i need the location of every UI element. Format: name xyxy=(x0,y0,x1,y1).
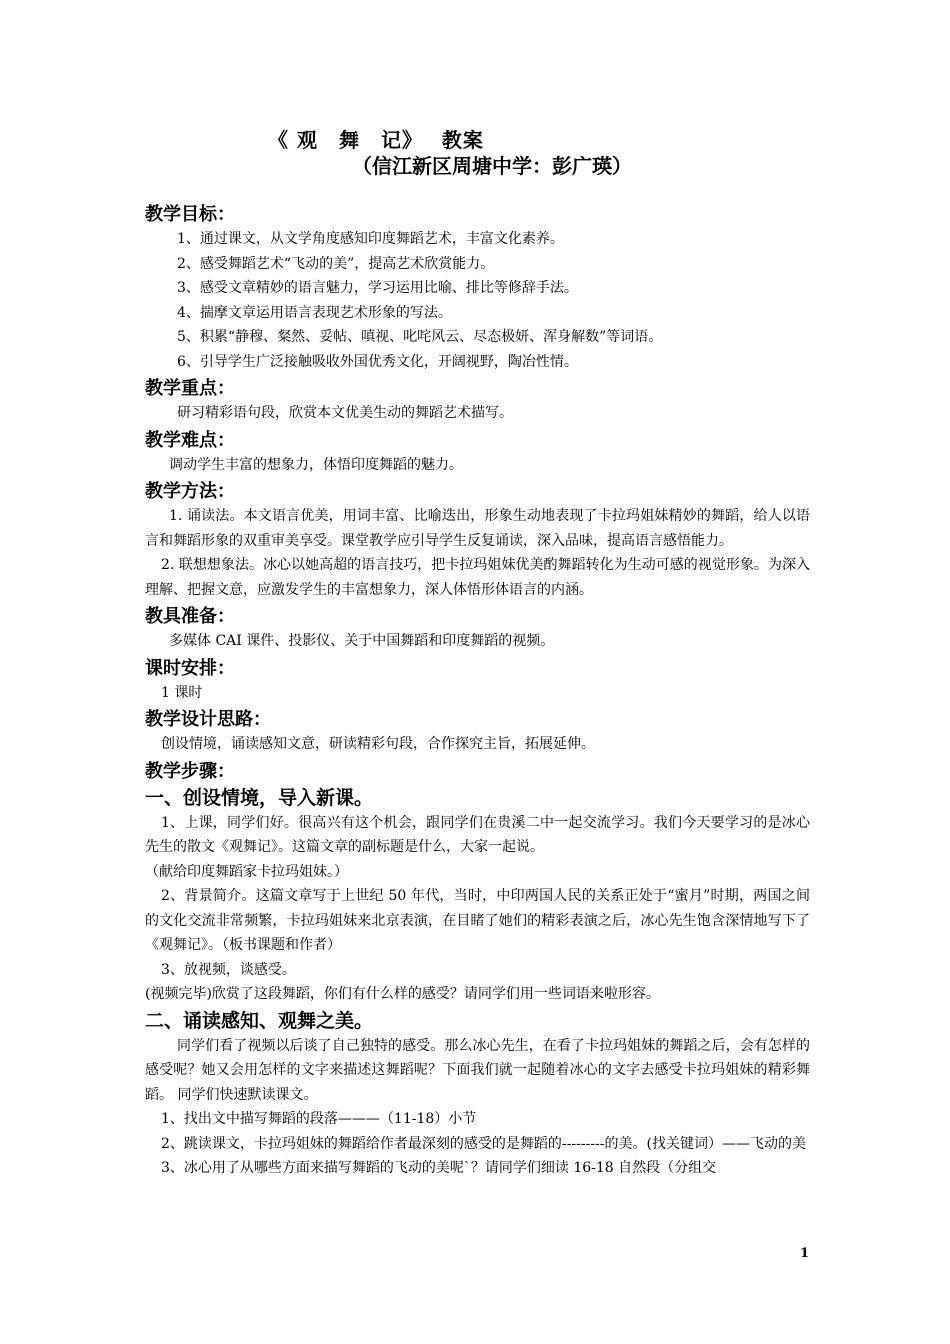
paragraph: 2、背景简介。这篇文章写于上世纪 50 年代，当时，中印两国人民的关系正处于“蜜月”时期，两国之间的文化交流非常频繁，卡拉玛姐妹来北京表演，在目睹了她们的精彩表演之后，冰心先生饱含深情地写下了《观舞记》。（板书课题和作者） xyxy=(145,888,810,953)
design-text: 创设情境，诵读感知文意，研读精彩句段，合作探究主旨，拓展延伸。 xyxy=(161,736,595,752)
paragraph: 1、找出文中描写舞蹈的段落———（11-18）小节 xyxy=(161,1111,477,1127)
schedule-text: 1 课时 xyxy=(161,684,203,701)
heading-goals: 教学目标： xyxy=(145,204,235,225)
method-item: 2. 联想想象法。冰心以她高超的语言技巧，把卡拉玛姐妹优美酌舞蹈转化为生动可感的视觉形象。为深入理解、把握文意，应激发学生的丰富想象力，深人体悟形体语言的内涵。 xyxy=(145,557,810,598)
heading-difficulty: 教学难点： xyxy=(145,429,235,451)
paragraph: 同学们看了视频以后谈了自己独特的感受。那么冰心先生，在看了卡拉玛姐妹的舞蹈之后，会有怎样的感受呢？她又会用怎样的文字来描述这舞蹈呢？下面我们就一起随着冰心的文字去感受卡拉玛姐妹的精彩舞蹈。 同学们快速默读课文。 xyxy=(145,1037,810,1103)
heading-key-points: 教学重点： xyxy=(145,378,235,399)
document-title: 《 观 舞 记》 教案 xyxy=(268,128,484,152)
document-body xyxy=(145,200,810,1181)
method-item: 1. 诵读法。本文语言优美，用词丰富、比喻迭出，形象生动地表现了卡拉玛姐妹精妙的舞蹈，给人以语言和舞蹈形象的双重审美享受。课堂教学应引导学生反复诵读，深入品味，提高语言感悟能力。 xyxy=(145,508,810,549)
goal-item: 6、引导学生广泛接触吸收外国优秀文化，开阔视野，陶冶性情。 xyxy=(177,353,578,370)
paragraph: 3、冰心用了从哪些方面来描写舞蹈的飞动的美呢`？请同学们细读 16-18 自然段（分组交 xyxy=(161,1160,717,1176)
goal-item: 2、感受舞蹈艺术“飞动的美”，提高艺术欣赏能力。 xyxy=(177,255,495,272)
goal-item: 3、感受文章精妙的语言魅力，学习运用比喻、排比等修辞手法。 xyxy=(177,280,578,296)
paragraph: (视频完毕)欣赏了这段舞蹈，你们有什么样的感受？请同学们用一些词语来啦形容。 xyxy=(145,986,660,1002)
heading-methods: 教学方法： xyxy=(145,481,235,502)
paragraph: 3、放视频，谈感受。 xyxy=(161,961,296,978)
paragraph: 1、上课，同学们好。很高兴有这个机会，跟同学们在贵溪二中一起交流学习。我们今天要学习的是冰心先生的散文《观舞记》。这篇文章的副标题是什么，大家一起说。 xyxy=(145,814,810,855)
page-number: 1 xyxy=(800,1246,810,1261)
goal-item: 4、揣摩文章运用语言表现艺术形象的写法。 xyxy=(177,304,452,321)
key-points-text: 研习精彩语句段，欣赏本文优美生动的舞蹈艺术描写。 xyxy=(177,405,513,421)
paragraph: 2、跳读课文，卡拉玛姐妹的舞蹈给作者最深刻的感受的是舞蹈的---------的美。(找关键词）——飞动的美 xyxy=(161,1135,806,1152)
tools-text: 多媒体 CAI 课件、投影仪、关于中国舞蹈和印度舞蹈的视频。 xyxy=(169,633,555,649)
heading-part2: 二、诵读感知、观舞之美。 xyxy=(145,1009,374,1032)
goal-item: 5、积累“静穆、粲然、妥帖、嗔视、叱咤风云、尽态极妍、浑身解数”等词语。 xyxy=(177,329,663,345)
heading-schedule: 课时安排： xyxy=(145,657,235,679)
paragraph: （献给印度舞蹈家卡拉玛姐妹。） xyxy=(145,863,348,880)
goal-item: 1、通过课文，从文学角度感知印度舞蹈艺术，丰富文化素养。 xyxy=(177,231,564,247)
difficulty-text: 调动学生丰富的想象力，体悟印度舞蹈的魅力。 xyxy=(169,456,463,473)
heading-steps: 教学步骤： xyxy=(145,760,235,782)
heading-design: 教学设计思路： xyxy=(145,709,271,730)
heading-tools: 教具准备： xyxy=(145,606,235,627)
document-subtitle: （信江新区周塘中学：彭广瑛） xyxy=(352,154,632,178)
heading-part1: 一、创设情境，导入新课。 xyxy=(145,786,374,809)
